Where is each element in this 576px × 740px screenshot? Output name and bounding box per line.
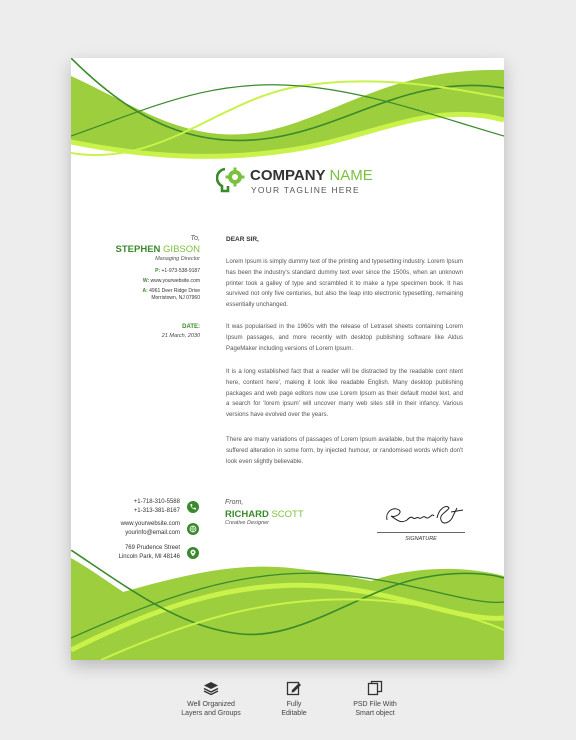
layers-icon [203, 680, 219, 696]
company-tagline: YOUR TAGLINE HERE [251, 185, 360, 195]
date-label: DATE: [182, 324, 200, 330]
globe-icon [187, 523, 199, 535]
letter-paragraph: There are many variations of passages of Lorem Ipsum available, but the majority have suffered alteration in some form, by injected humour, or randomised words which don't look even slightly believable. [226, 436, 463, 465]
recipient-name: STEPHEN GIBSON [115, 244, 200, 255]
recipient-website: W: www.yourwebsite.com [142, 278, 200, 284]
recipient-title: Managing Director [155, 256, 200, 262]
files-icon [367, 680, 383, 696]
feature-editable-line1: Fully [286, 701, 302, 708]
footer-email: yourinfo@email.com [125, 530, 180, 536]
letter-paragraph: It is a long established fact that a reader will be distracted by the readable cont ntent here, content here', making it look like readable English. Many desktop publishing packages and web page editors now use Lorem Ipsum as their default model text, and a search for 'lorem ipsum' will uncover many web sites still in their infancy. Various versions have evolved over the years. [226, 368, 463, 419]
phone-icon [187, 501, 199, 513]
recipient-address: A: 4961 Deer Ridge Drive [142, 288, 200, 294]
footer-web-email [121, 520, 180, 538]
recipient-phone: P: +1-973-538-9187 [155, 268, 200, 274]
feature-layers-line2: Layers and Groups [181, 710, 241, 717]
company-name: COMPANY NAME [250, 167, 373, 184]
handwritten-signature [377, 498, 467, 532]
signature-line [377, 532, 465, 533]
feature-psd [325, 680, 425, 718]
edit-icon [286, 680, 302, 696]
footer-website: www.yourwebsite.com [120, 521, 180, 527]
recipient-address-line2: Morristown, NJ 07960 [151, 295, 200, 301]
lightbulb-gear-icon [216, 165, 246, 195]
bottom-wave-decoration [71, 550, 504, 660]
date-value: 21 March, 2030 [161, 333, 200, 339]
letter-paragraph: It was popularised in the 1960s with the release of Letraset sheets containing Lorem Ipsum passages, and more recently with desktop publishing software like Aldus PageMaker including versions of Lorem Ipsum. [226, 323, 463, 352]
letterhead-sheet [71, 58, 504, 660]
feature-psd-line2: Smart object [355, 710, 395, 717]
top-wave-decoration [71, 58, 504, 178]
feature-psd-line1: PSD File With [353, 701, 397, 708]
sender-title: Creative Designer [225, 520, 270, 526]
company-logo [216, 165, 376, 195]
signature-label: SIGNATURE [405, 536, 437, 542]
footer-phone2: +1-313-381-8167 [133, 508, 180, 514]
feature-layers-line1: Well Organized [187, 701, 235, 708]
feature-editable-line2: Editable [281, 710, 307, 717]
letter-paragraph: Lorem Ipsum is simply dummy text of the printing and typesetting industry. Lorem Ipsum has been the industry's standard dummy text ever since the 1500s, when an unknown printer took a galley of type and scrambled it to make a type specimen book. It has survived not only five centuries, but also the leap into electronic typesetting, remaining essentially unchanged. [226, 258, 463, 309]
from-label: From, [225, 499, 244, 506]
letter-salutation: DEAR SIR, [226, 236, 259, 243]
sender-name: RICHARD SCOTT [225, 509, 304, 520]
footer-address-line2: Lincoln Park, MI 48146 [118, 554, 180, 560]
to-label: To, [190, 235, 200, 242]
footer-address-line1: 769 Prudence Street [124, 545, 180, 551]
footer-phones [134, 498, 180, 516]
footer-phone1: +1-718-310-5588 [133, 499, 180, 505]
